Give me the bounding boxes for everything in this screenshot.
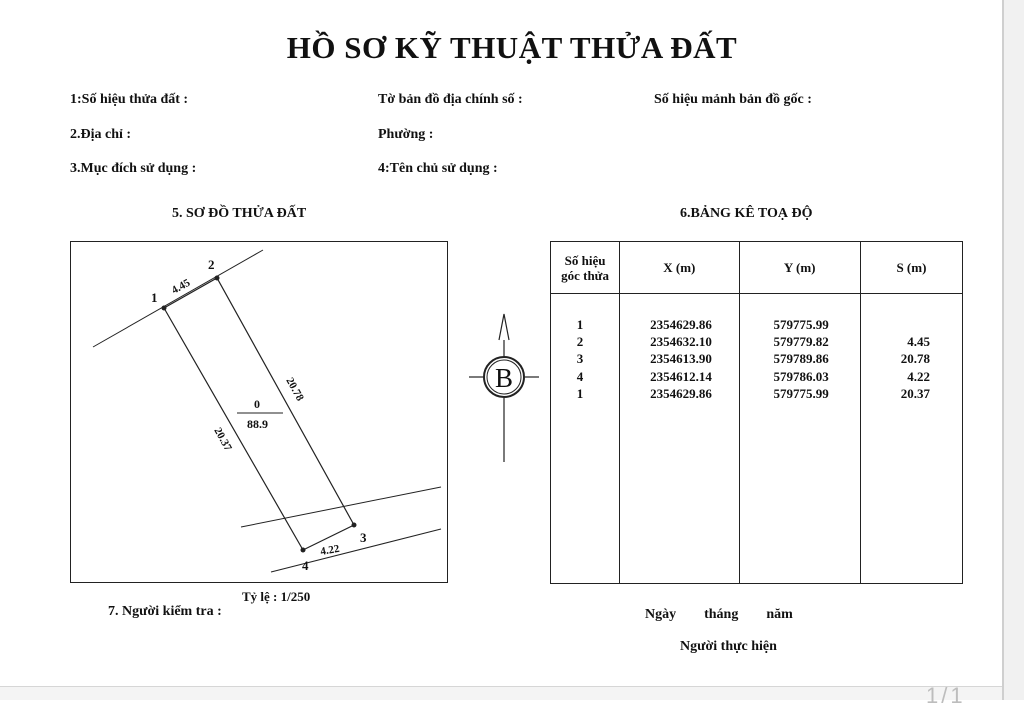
y-column [739, 294, 860, 584]
vertex-4-label: 4 [302, 558, 309, 573]
edge-label-2-3: 20.78 [283, 375, 306, 404]
coordinate-table [550, 241, 963, 584]
table-cell-point: 1 [576, 385, 584, 401]
vertex-2-label: 2 [208, 257, 215, 272]
vertex-1-label: 1 [151, 290, 158, 305]
table-cell-x: 2354613.90 [650, 351, 712, 367]
date-line: Ngày tháng năm [645, 607, 793, 622]
header-y: Y (m) [739, 242, 860, 294]
header-s: S (m) [860, 242, 962, 294]
coordinate-table-body [551, 294, 963, 584]
header-x: X (m) [620, 242, 739, 294]
edge-label-3-4: 4.22 [319, 542, 341, 558]
table-cell-x: 2354612.14 [650, 368, 712, 384]
diagram-section-title: 5. SƠ ĐỒ THỬA ĐẤT [172, 206, 307, 221]
owner-field: 4:Tên chủ sử dụng : [378, 161, 498, 176]
table-cell-x: 2354629.86 [650, 317, 712, 332]
table-cell-point: 1 [576, 317, 584, 332]
header-point-id-text: Số hiệu góc thửa [561, 252, 609, 283]
table-cell-s: 4.22 [907, 368, 930, 384]
parcel-diagram-svg [71, 242, 448, 583]
parcel-area: 88.9 [247, 417, 268, 431]
vertex-3-label: 3 [360, 530, 367, 545]
table-cell-s: 20.78 [900, 351, 930, 367]
parcel-number: 0 [254, 397, 260, 411]
header-point-id [551, 242, 620, 294]
edge-label-4-1: 20.37 [211, 425, 234, 454]
vertex-2-marker [215, 276, 220, 281]
table-cell-s: 4.45 [907, 334, 930, 350]
table-cell-s: 20.37 [900, 385, 930, 401]
performer-label: Người thực hiện [680, 639, 777, 654]
edge-label-1-2: 4.45 [169, 276, 193, 297]
page-indicator: 1/1 [926, 683, 966, 708]
s-column [860, 294, 962, 584]
table-cell-point: 3 [576, 351, 584, 367]
table-cell-y: 579786.03 [773, 368, 829, 384]
road-line-south-1 [241, 487, 441, 527]
table-cell-point: 4 [576, 368, 584, 384]
vertex-3-marker [352, 523, 357, 528]
inspector-label: 7. Người kiểm tra : [108, 604, 222, 619]
usage-purpose-field: 3.Mục đích sử dụng : [70, 161, 197, 176]
original-sheet-field: Số hiệu mảnh bản đồ gốc : [654, 92, 812, 107]
address-field: 2.Địa chỉ : [70, 127, 132, 142]
table-cell-x: 2354632.10 [650, 334, 712, 350]
ward-field: Phường : [378, 127, 434, 142]
road-line-south-2 [271, 529, 441, 572]
table-section-title: 6.BẢNG KÊ TOẠ ĐỘ [680, 206, 813, 221]
scale-label: Tỷ lệ : 1/250 [242, 589, 311, 604]
parcel-diagram [70, 241, 448, 583]
table-cell-y: 579779.82 [773, 334, 829, 350]
scan-right-margin [1002, 0, 1024, 700]
scan-bottom-margin [0, 686, 1002, 700]
coordinate-table-header [551, 242, 963, 294]
parcel-number-field: 1:Số hiệu thửa đất : [70, 92, 189, 107]
table-cell-s [861, 316, 930, 333]
table-cell-point: 2 [576, 334, 584, 350]
table-cell-y: 579789.86 [773, 351, 829, 367]
x-column [620, 294, 739, 584]
compass-arrow-head [499, 314, 509, 340]
north-compass [468, 312, 540, 464]
table-cell-y: 579775.99 [773, 385, 829, 401]
map-sheet-field: Tờ bản đồ địa chính số : [378, 92, 523, 107]
parcel-boundary [164, 278, 354, 550]
table-cell-x: 2354629.86 [650, 385, 712, 401]
vertex-1-marker [162, 306, 167, 311]
compass-icon [468, 312, 540, 464]
compass-letter: B [494, 363, 514, 393]
point-column [551, 294, 620, 584]
vertex-4-marker [301, 548, 306, 553]
table-cell-y: 579775.99 [773, 317, 829, 332]
document-title: HỒ SƠ KỸ THUẬT THỬA ĐẤT [286, 30, 738, 65]
